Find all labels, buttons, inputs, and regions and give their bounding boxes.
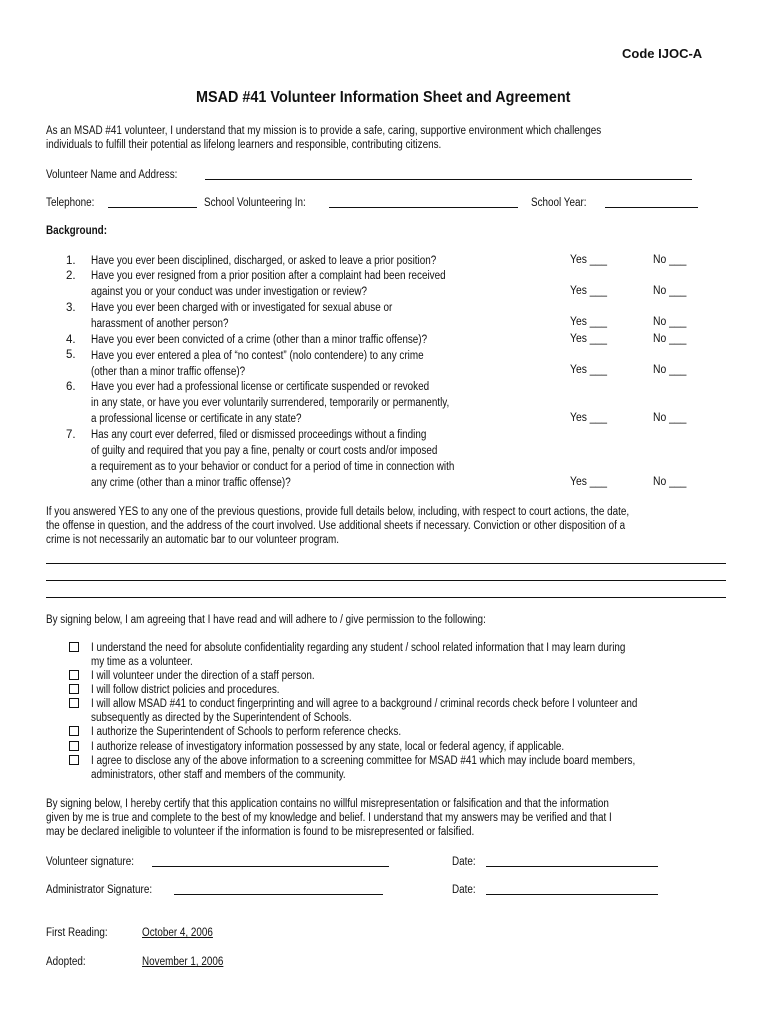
- agreement-item-text: subsequently as directed by the Superintendent of Schools.: [91, 712, 352, 724]
- school-label: School Volunteering In:: [204, 197, 306, 209]
- agreement-item-text: I will volunteer under the direction of a staff person.: [91, 670, 315, 682]
- question-number: 5.: [66, 349, 76, 361]
- q7-no[interactable]: No ___: [653, 476, 687, 488]
- volunteer-date-field[interactable]: [486, 866, 658, 867]
- q1-yes[interactable]: Yes ___: [570, 254, 608, 266]
- question-7-text: any crime (other than a minor traffic offense)?: [91, 477, 291, 489]
- q5-yes[interactable]: Yes ___: [570, 364, 608, 376]
- certify-line-1: By signing below, I hereby certify that this application contains no willful misrepresentation or falsification and that the information: [46, 798, 609, 810]
- intro-line-2: individuals to fulfill their potential as lifelong learners and responsible, contributing citizens.: [46, 139, 442, 151]
- agreement-item-text: I understand the need for absolute confidentiality regarding any student / school related information that I may learn during: [91, 642, 626, 654]
- school-year-field[interactable]: [605, 207, 698, 208]
- q6-yes[interactable]: Yes ___: [570, 412, 608, 424]
- agreement-item-text: I authorize the Superintendent of Schools to perform reference checks.: [91, 726, 402, 738]
- certify-line-2: given by me is true and complete to the best of my knowledge and belief. I understand that my answers may be verified and that I: [46, 812, 612, 824]
- question-2-text: Have you ever resigned from a prior position after a complaint had been received: [91, 270, 446, 282]
- background-heading: Background:: [46, 225, 107, 237]
- question-7-text: of guilty and required that you pay a fine, penalty or court costs and/or imposed: [91, 445, 438, 457]
- question-5-text: (other than a minor traffic offense)?: [91, 366, 246, 378]
- volunteer-signature-label: Volunteer signature:: [46, 856, 134, 868]
- question-number: 4.: [66, 334, 76, 346]
- question-1-text: Have you ever been disciplined, discharged, or asked to leave a prior position?: [91, 255, 437, 267]
- question-number: 3.: [66, 302, 76, 314]
- administrator-signature-field[interactable]: [174, 894, 383, 895]
- q7-yes[interactable]: Yes ___: [570, 476, 608, 488]
- q6-no[interactable]: No ___: [653, 412, 687, 424]
- q5-no[interactable]: No ___: [653, 364, 687, 376]
- question-6-text: in any state, or have you ever voluntarily surrendered, temporarily or permanently,: [91, 397, 450, 409]
- adopted-date: November 1, 2006: [142, 956, 224, 968]
- details-line-1: If you answered YES to any one of the previous questions, provide full details below, including, with respect to court actions, the date,: [46, 506, 630, 518]
- adopted-label: Adopted:: [46, 956, 86, 968]
- question-number: 7.: [66, 429, 76, 441]
- question-number: 6.: [66, 381, 76, 393]
- first-reading-label: First Reading:: [46, 927, 108, 939]
- agreement-item-text: I authorize release of investigatory information possessed by any state, local or federal agency, if applicable.: [91, 741, 565, 753]
- agreement-item-text: I will follow district policies and procedures.: [91, 684, 280, 696]
- first-reading-date: October 4, 2006: [142, 927, 213, 939]
- question-6-text: a professional license or certificate in any state?: [91, 413, 302, 425]
- policy-code: Code IJOC-A: [622, 46, 703, 61]
- administrator-date-label: Date:: [452, 884, 476, 896]
- q3-no[interactable]: No ___: [653, 316, 687, 328]
- details-line-2: the offense in question, and the address of the court involved. Use additional sheets if necessary. Conviction or other disposition of a: [46, 520, 626, 532]
- details-answer-line-2[interactable]: [46, 580, 726, 581]
- question-5-text: Have you ever entered a plea of “no contest” (nolo contendere) to any crime: [91, 350, 424, 362]
- agreement-checkbox[interactable]: [69, 684, 79, 694]
- administrator-date-field[interactable]: [486, 894, 658, 895]
- question-7-text: a requirement as to your behavior or conduct for a period of time in connection with: [91, 461, 455, 473]
- question-7-text: Has any court ever deferred, filed or dismissed proceedings without a finding: [91, 429, 427, 441]
- volunteer-signature-field[interactable]: [152, 866, 389, 867]
- telephone-label: Telephone:: [46, 197, 95, 209]
- name-address-label: Volunteer Name and Address:: [46, 169, 178, 181]
- agreement-checkbox[interactable]: [69, 755, 79, 765]
- agreement-checkbox[interactable]: [69, 741, 79, 751]
- agreement-checkbox[interactable]: [69, 670, 79, 680]
- school-year-label: School Year:: [531, 197, 587, 209]
- q2-no[interactable]: No ___: [653, 285, 687, 297]
- agreement-item-text: I will allow MSAD #41 to conduct fingerprinting and will agree to a background / criminal records check before I volunteer and: [91, 698, 638, 710]
- page-title: MSAD #41 Volunteer Information Sheet and Agreement: [196, 89, 571, 106]
- q2-yes[interactable]: Yes ___: [570, 285, 608, 297]
- intro-line-1: As an MSAD #41 volunteer, I understand that my mission is to provide a safe, caring, supportive environment which challenges: [46, 125, 602, 137]
- question-number: 1.: [66, 255, 76, 267]
- question-2-text: against you or your conduct was under investigation or review?: [91, 286, 367, 298]
- question-4-text: Have you ever been convicted of a crime (other than a minor traffic offense)?: [91, 334, 428, 346]
- agreement-item-text: I agree to disclose any of the above information to a screening committee for MSAD #41 which may include board members,: [91, 755, 636, 767]
- q3-yes[interactable]: Yes ___: [570, 316, 608, 328]
- details-answer-line-3[interactable]: [46, 597, 726, 598]
- question-3-text: Have you ever been charged with or investigated for sexual abuse or: [91, 302, 393, 314]
- details-line-3: crime is not necessarily an automatic bar to our volunteer program.: [46, 534, 339, 546]
- q4-yes[interactable]: Yes ___: [570, 333, 608, 345]
- certify-line-3: may be declared ineligible to volunteer if the information is found to be misrepresented or falsified.: [46, 826, 475, 838]
- name-address-field[interactable]: [205, 179, 692, 180]
- q4-no[interactable]: No ___: [653, 333, 687, 345]
- agreement-checkbox[interactable]: [69, 642, 79, 652]
- question-number: 2.: [66, 270, 76, 282]
- agreement-intro: By signing below, I am agreeing that I have read and will adhere to / give permission to the following:: [46, 614, 486, 626]
- q1-no[interactable]: No ___: [653, 254, 687, 266]
- agreement-checkbox[interactable]: [69, 726, 79, 736]
- question-3-text: harassment of another person?: [91, 318, 229, 330]
- question-6-text: Have you ever had a professional license or certificate suspended or revoked: [91, 381, 430, 393]
- administrator-signature-label: Administrator Signature:: [46, 884, 153, 896]
- agreement-item-text: my time as a volunteer.: [91, 656, 193, 668]
- school-field[interactable]: [329, 207, 518, 208]
- agreement-checkbox[interactable]: [69, 698, 79, 708]
- telephone-field[interactable]: [108, 207, 197, 208]
- details-answer-line-1[interactable]: [46, 563, 726, 564]
- volunteer-date-label: Date:: [452, 856, 476, 868]
- agreement-item-text: administrators, other staff and members of the community.: [91, 769, 346, 781]
